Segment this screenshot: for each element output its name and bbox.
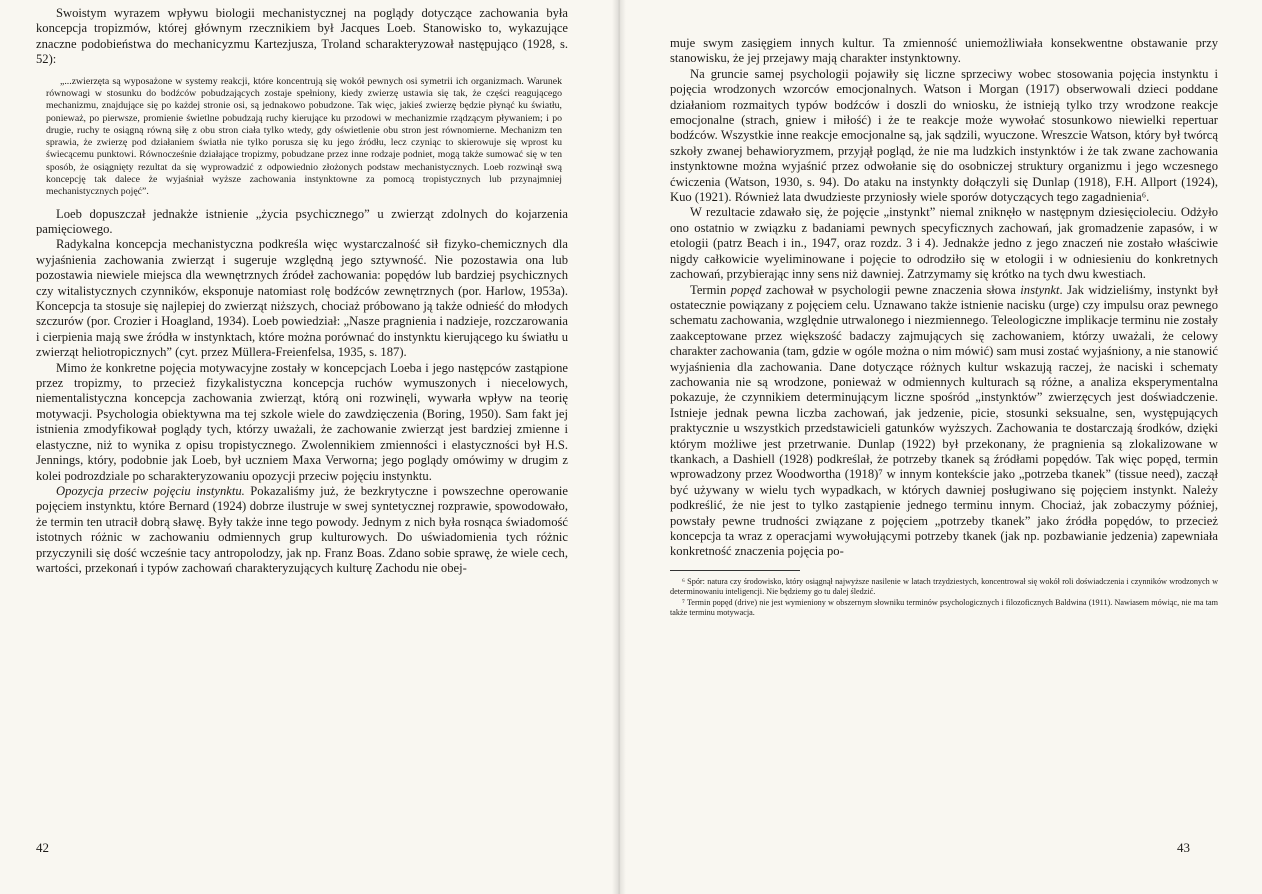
paragraph: Swoistym wyrazem wpływu biologii mechanistycznej na poglądy dotyczące zachowania była koncepcja tropizmów, której głównym rzecznikiem był Jacques Loeb. Stanowisko to, wykazujące znaczne podobieństwa do mechanicyzmu Kartezjusza, Troland scharakteryzował następująco (1928, s. 52): (36, 6, 568, 67)
page-number-left: 42 (36, 840, 49, 855)
footnote: ⁷ Termin popęd (drive) nie jest wymieniony w obszernym słowniku terminów psychologicznych i filozoficznych Baldwina (1911). Nawiasem mówiąc, nie ma tam także terminu motywacja. (670, 597, 1218, 618)
term-intro: Termin (690, 282, 731, 297)
left-text-column (36, 6, 568, 806)
paragraph: Mimo że konkretne pojęcia motywacyjne zostały w koncepcjach Loeba i jego następców zastąpione przez tropizmy, to przecież fizykalistyczna koncepcja ruchów wymuszonych i niecelowych, niementalistyczna koncepcja zachowania zwierząt, którą oni rozwinęli, wywarła wpływ na teorię motywacji. Psychologia obiektywna ma tej szkole wiele do zawdzięczenia (Boring, 1950). Sam fakt jej istnienia zmodyfikował poglądy tych, którzy uważali, że zachowanie zwierząt jest bardziej zmienne i elastyczne, niż to wynika z opisu tropistycznego. Zwolennikiem zmienności i elastyczności był H.S. Jennings, który, podobnie jak Loeb, był uczniem Maxa Verworna; jego poglądy omówimy w drugim z kolei podrozdziale po scharakteryzowaniu opozycji przeciw pojęciu instynktu. (36, 360, 568, 483)
section-heading: Opozycja przeciw pojęciu instynktu. (56, 483, 245, 498)
paragraph: Na gruncie samej psychologii pojawiły się liczne sprzeciwy wobec stosowania pojęcia instynktu i pojęcia wrodzonych wzorców emocjonalnych. Watson i Morgan (1917) obserwowali dzieci poddane działaniom rozmaitych typów bodźców i doszli do wniosku, że istnieją tylko trzy wrodzone reakcje emocjonalne (strach, gniew i miłość) i że te reakcje może wywołać stosunkowo niewielki repertuar bodźców. Wszystkie inne reakcje emocjonalne są, jak sądzili, wyuczone. Wreszcie Watson, który był twórcą szkoły zwanej behawioryzmem, przyjął pogląd, że nie ma ludzkich instynktów i że tak zwane zachowania instynktowne można wyjaśnić przez odwołanie się do osobniczej struktury organizmu i jego wczesnego ćwiczenia (Watson, 1930, s. 94). Do ataku na instynkty dołączyli się Dunlap (1918), F.H. Allport (1924), Kuo (1921). Również lata dwudzieste przyniosły wiele sporów dotyczących tego zagadnienia⁶. (670, 66, 1218, 205)
term-rest: . Jak widzieliśmy, instynkt był ostatecznie powiązany z pojęciem celu. Uznawano także istnienie nacisku (urge) czy impulsu oraz pewnego schematu zachowania, względnie utrwalonego i niezmiennego. Teleologiczne implikacje terminu nie zostały zaakceptowane przez większość badaczy zajmujących się zachowaniem, którzy uważali, że celowy charakter zachowania (tam, gdzie w ogóle można o nim mówić) sam musi zostać wyjaśniony, a nie stanowić wyjaśnienia dla zachowania. Dane dotyczące różnych kultur wskazują raczej, że naciski i schematy zachowania nie są wrodzone, ponieważ w odmiennych kulturach są różne, a analiza eksperymentalna pokazuje, że czynnikiem determinującym liczne spośród „instynktów” zwierzęcych jest doświadczenie. Istnieje jednak pewna liczba zachowań, jak jedzenie, picie, stosunki seksualne, sen, występujących praktycznie u wszystkich przedstawicieli gatunków wyższych. Zachowania te dostarczają środków, dzięki którym możliwe jest przetrwanie. Dunlap (1922) był przekonany, że pragnienia są zlokalizowane w tkankach, a Dashiell (1928) podkreślał, że potrzeby tkanek są źródłami popędów. Tak więc popęd, termin wprowadzony przez Woodwortha (1918)⁷ w innym kontekście jako „potrzeba tkanek” (tissue need), zaczął być używany w wielu tych wypadkach, w których dawniej posługiwano się pojęciem instynkt. Należy podkreślić, że nie jest to tylko zastąpienie jednego terminu innym. Chociaż, jak zobaczymy później, powstały pewne trudności związane z pojęciem „potrzeby tkanek” jako źródła popędów, to przecież koncepcja ta wraz z operacjami wywołującymi potrzeby tkanek (jak np. pozbawianie jedzenia) zapewniała konkretność znaczenia pojęcia po- (670, 282, 1218, 559)
footnote: ⁶ Spór: natura czy środowisko, który osiągnął najwyższe nasilenie w latach trzydziestych, koncentrował się wokół roli doświadczenia i czynników wrodzonych w determinowaniu inteligencji. Nie będziemy go tu dalej śledzić. (670, 576, 1218, 597)
term-instynkt: instynkt (1020, 282, 1060, 297)
page-number-right: 43 (1177, 840, 1190, 855)
paragraph-term (670, 283, 1218, 560)
term-mid: zachował w psychologii pewne znaczenia słowa (761, 282, 1021, 297)
paragraph: muje swym zasięgiem innych kultur. Ta zmienność uniemożliwiała konsekwentne obstawanie przy stanowisku, że jej przejawy mają charakter instynktowny. (670, 36, 1218, 66)
right-text-column (670, 36, 1218, 756)
block-quote: „...zwierzęta są wyposażone w systemy reakcji, które koncentrują się wokół pewnych osi symetrii ich organizmach. Warunek równowagi w stosunku do bodźców pobudzających zostaje spełniony, kiedy zwierzę ustawia się tak, że części reagującego mechanizmu, znajdujące się po każdej stronie osi, są jednakowo pobudzone. Tak więc, jakieś zwierzę będzie płynąć ku światłu, ponieważ, po pierwsze, promienie świetlne pobudzają ruchy kierujące ku przodowi w mechanizmie rządzącym pływaniem; i po drugie, ruchy te osiągną równą siłę z obu stron ciała tylko wtedy, gdy oświetlenie obu stron jest równomierne. Mechanizm ten sprawia, że zwierzę pod działaniem światła nie tylko porusza się ku jego źródłu, lecz czyniąc to skierowuje się wprost ku świecącemu punktowi. Równocześnie działające tropizmy, pobudzane przez inne rodzaje podniet, mogą także sumować się w ten sposób, że osiągnięty rezultat da się wyprowadzić z odpowiednio złożonych podstaw mechanistycznych. Loeb rozwinął swą koncepcję tak dalece że wyjaśniał wyższe zachowania instynktowne za pomocą tropistycznych lub przynajmniej mechanistycznych pojęć”. (46, 75, 562, 198)
paragraph: Loeb dopuszczał jednakże istnienie „życia psychicznego” u zwierząt zdolnych do kojarzenia pamięciowego. (36, 206, 568, 236)
term-popęd: popęd (730, 282, 762, 297)
section-paragraph (36, 484, 568, 576)
paragraph: Radykalna koncepcja mechanistyczna podkreśla więc wystarczalność sił fizyko-chemicznych dla wyjaśnienia zachowania zwierząt i sugeruje względną jego sztywność. Nie pozostawia ona lub pozostawia niewiele miejsca dla wewnętrznych źródeł zachowania: popędów lub bardziej psychicznych czy witalistycznych czynników, eksponuje natomiast rolę bodźców zewnętrznych (por. Harlow, 1953a). Koncepcja ta stosuje się najlepiej do zwierząt niższych, chociaż próbowano ją także odnieść do młodych szczurów (por. Crozier i Hoagland, 1934). Loeb powiedział: „Nasze pragnienia i nadzieje, rozczarowania i cierpienia mają swe źródła w instynktach, które można porównać do instynktu kierującego ku światłu u zwierząt heliotropicznych” (cyt. przez Müllera-Freienfelsa, 1935, s. 187). (36, 237, 568, 360)
section-text: Pokazaliśmy już, że bezkrytyczne i powszechne operowanie pojęciem instynktu, które Bernard (1924) dobrze ilustruje w swej syntetycznej rozprawie, spowodowało, że termin ten utracił dobrą sławę. Były także inne tego powody. Jednym z nich była rosnąca świadomość istotnych różnic w zachowaniu odmiennych grup kulturowych. Do uświadomienia tych różnic przyczynili się dość wcześnie tacy antropolodzy, jak np. Franz Boas. Zdano sobie sprawę, że wiele cech, wartości, przekonań i typów zachowań charakteryzujących kulturę Zachodu nie obej- (36, 483, 568, 575)
paragraph: W rezultacie zdawało się, że pojęcie „instynkt” niemal zniknęło w następnym dziesięcioleciu. Odżyło ono ostatnio w związku z badaniami pewnych specyficznych zachowań, jak gromadzenie zapasów, i w etologii (patrz Beach i in., 1947, oraz rozdz. 3 i 4). Jednakże jedno z jego znaczeń nie zostało właściwie nigdy całkowicie wyeliminowane i pojęcie to odrodziło się w etologii i w odniesieniu do konkretnych zachowań, przybierając inny sens niż dawniej. Zatrzymamy się krótko na tych dwu kwestiach. (670, 205, 1218, 282)
left-page (0, 0, 612, 894)
right-page (626, 0, 1262, 894)
book-gutter (612, 0, 626, 894)
footnote-divider (670, 570, 800, 571)
